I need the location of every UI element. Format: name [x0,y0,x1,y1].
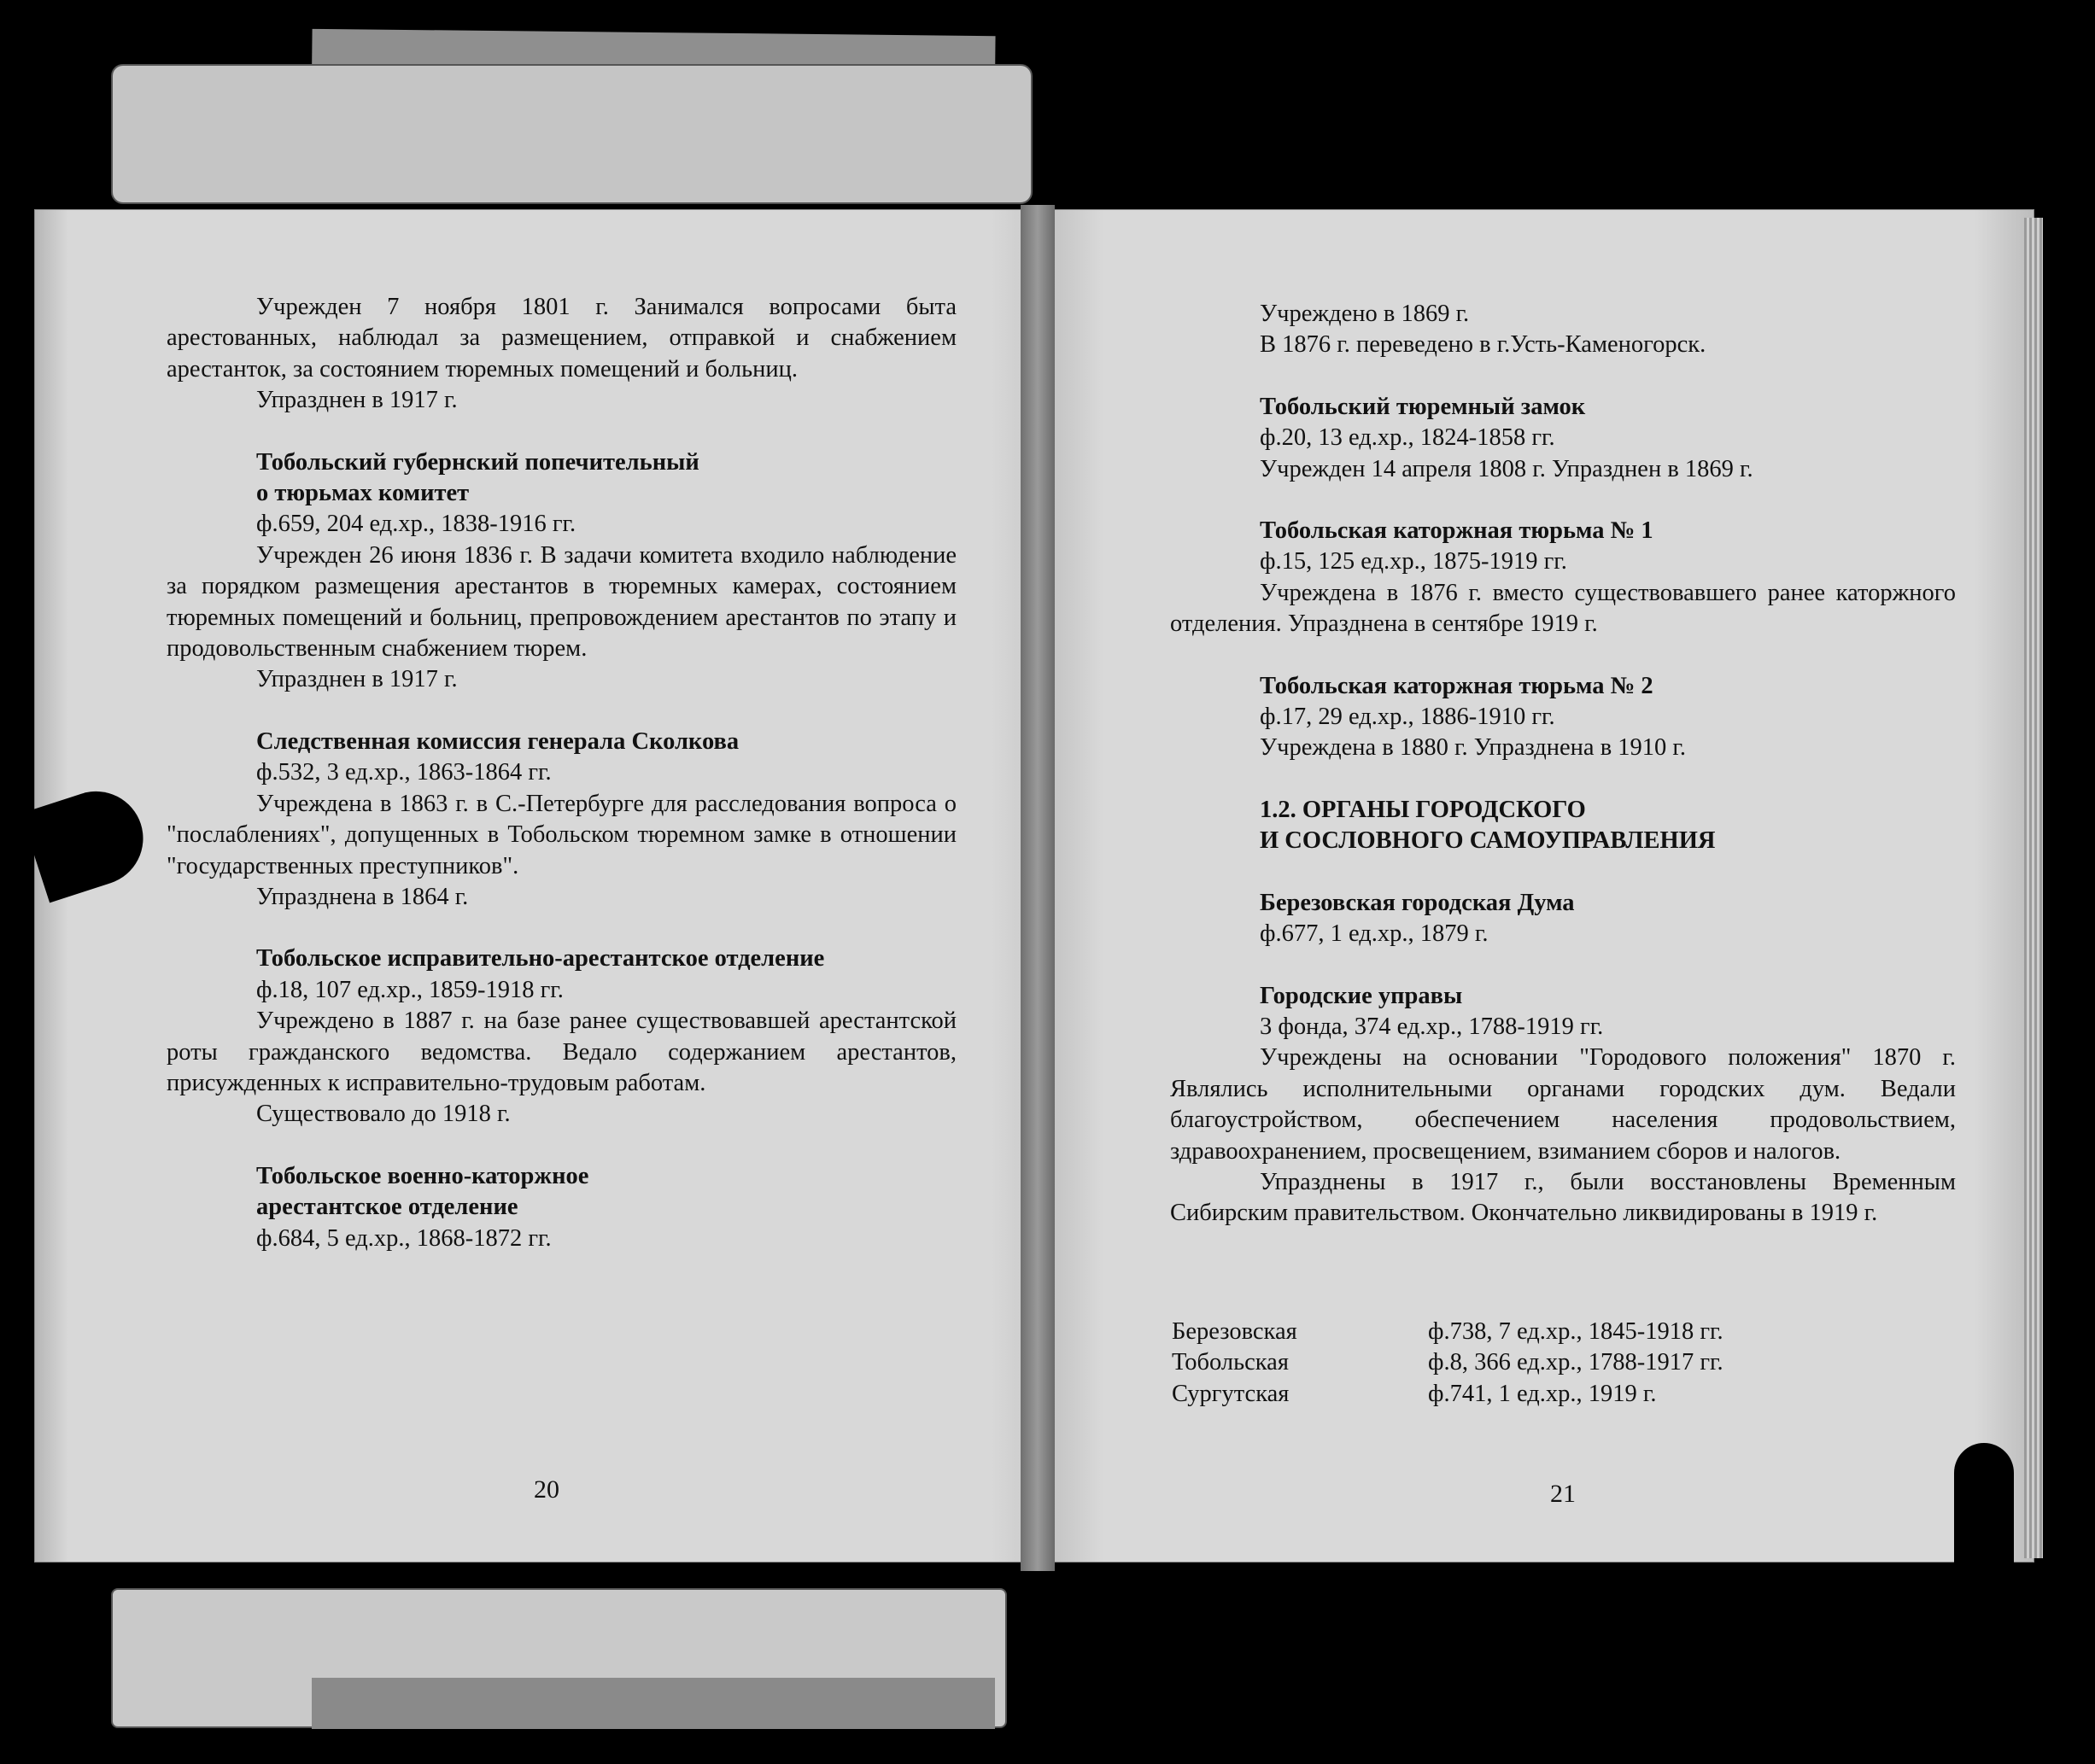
paragraph: ф.15, 125 ед.хр., 1875-1919 гг. [1260,548,1567,575]
paragraph: ф.684, 5 ед.хр., 1868-1872 гг. [256,1224,552,1252]
paragraph: Учреждены на основании "Городового положения" 1870 г. Являлись исполнительными органами городских дум. Ведали благоустройством, обеспечением населения продовольствием, здравоохранением, просвещением, взиманием сборов и налогов. [1170,1044,1956,1165]
paragraph: Учреждено в 1869 г. [1260,301,1470,327]
section-heading: 1.2. ОРГАНЫ ГОРОДСКОГО [1260,796,1586,823]
section-heading: Следственная комиссия генерала Сколкова [256,727,740,755]
paragraph-gap [167,696,957,727]
page-number-right: 21 [1550,1480,1576,1508]
paragraph: Учреждено в 1887 г. на базе ранее существовавшей арестантской роты гражданского ведомства. Ведало содержанием арестантов, присужденных к исправительно-трудовым работам. [167,1008,957,1096]
paragraph: Упразднены в 1917 г., были восстановлены Временным Сибирским правительством. Окончательно ликвидированы в 1919 г. [1170,1168,1956,1227]
table-row-city: Березовская [1172,1318,1297,1345]
paragraph: Учреждена в 1876 г. вместо существовавшего ранее каторжного отделения. Упразднена в сентябре 1919 г. [1170,579,1956,638]
section-heading: Тобольское исправительно-арестантское отделение [256,945,825,973]
paragraph: Упразднена в 1864 г. [256,883,469,910]
paragraph: Существовало до 1918 г. [256,1101,511,1128]
paragraph: Упразднен в 1917 г. [256,387,458,414]
paragraph: ф.17, 29 ед.хр., 1886-1910 гг. [1260,704,1555,731]
paragraph: В 1876 г. переведено в г.Усть-Каменогорск. [1260,331,1706,359]
book-spine [1021,205,1055,1571]
right-page-text [1170,299,1956,1230]
section-heading: Городские управы [1260,982,1463,1009]
paragraph-gap [1170,640,1956,671]
fund-table [1172,1317,1723,1410]
paragraph-gap [1170,485,1956,516]
paragraph: ф.20, 13 ед.хр., 1824-1858 гг. [1260,424,1555,452]
section-heading: Тобольская каторжная тюрьма № 2 [1260,672,1653,699]
paragraph-gap [1170,857,1956,888]
table-row-fund: ф.8, 366 ед.хр., 1788-1917 гг. [1428,1349,1723,1376]
section-heading: И СОСЛОВНОГО САМОУПРАВЛЕНИЯ [1260,827,1716,855]
section-heading: о тюрьмах комитет [256,480,470,507]
paragraph-gap [1170,764,1956,795]
section-heading: Тобольское военно-каторжное [256,1162,589,1189]
paragraph: Упразднен в 1917 г. [256,666,458,693]
paragraph: Учрежден 7 ноября 1801 г. Занимался вопросами быта арестованных, наблюдал за размещением, отправкой и снабжением арестанток, за состоянием тюремных помещений и больниц. [167,294,957,383]
paragraph: ф.18, 107 ед.хр., 1859-1918 гг. [256,976,564,1003]
page-edges [2024,218,2043,1558]
paragraph-gap [167,1130,957,1161]
left-page-text [167,292,957,1254]
paragraph: Учрежден 14 апреля 1808 г. Упразднен в 1869 г. [1260,455,1753,482]
section-heading: арестантское отделение [256,1194,518,1221]
cover-board-bottom [312,1678,995,1729]
cover-top [111,64,1033,204]
paragraph-gap [1170,361,1956,392]
paragraph: Учреждена в 1880 г. Упразднена в 1910 г. [1260,734,1687,762]
paragraph: ф.659, 204 ед.хр., 1838-1916 гг. [256,511,576,538]
paragraph: Учреждена в 1863 г. в С.-Петербурге для расследования вопроса о "послаблениях", допущенных в Тобольском тюремном замке в отношении "государственных преступников". [167,790,957,879]
paragraph-gap [1170,950,1956,981]
table-row-fund: ф.741, 1 ед.хр., 1919 г. [1428,1380,1657,1407]
paragraph: Учрежден 26 июня 1836 г. В задачи комитета входило наблюдение за порядком размещения арестантов в тюремных камерах, состоянием тюремных помещений и больниц, препровождением арестантов по этапу и продовольственным снабжением тюрем. [167,541,957,663]
paragraph: ф.677, 1 ед.хр., 1879 г. [1260,920,1489,948]
paragraph-gap [167,913,957,943]
clip-right-icon [1954,1443,2014,1571]
section-heading: Тобольский губернский попечительный [256,448,699,476]
paragraph: 3 фонда, 374 ед.хр., 1788-1919 гг. [1260,1013,1604,1040]
page-number-left: 20 [534,1475,559,1504]
section-heading: Тобольская каторжная тюрьма № 1 [1260,517,1653,545]
table-row-city: Тобольская [1172,1349,1289,1376]
paragraph: ф.532, 3 ед.хр., 1863-1864 гг. [256,759,552,786]
section-heading: Тобольский тюремный замок [1260,393,1586,420]
table-row-city: Сургутская [1172,1380,1290,1407]
section-heading: Березовская городская Дума [1260,889,1575,916]
paragraph-gap [167,417,957,447]
table-row-fund: ф.738, 7 ед.хр., 1845-1918 гг. [1428,1318,1723,1345]
